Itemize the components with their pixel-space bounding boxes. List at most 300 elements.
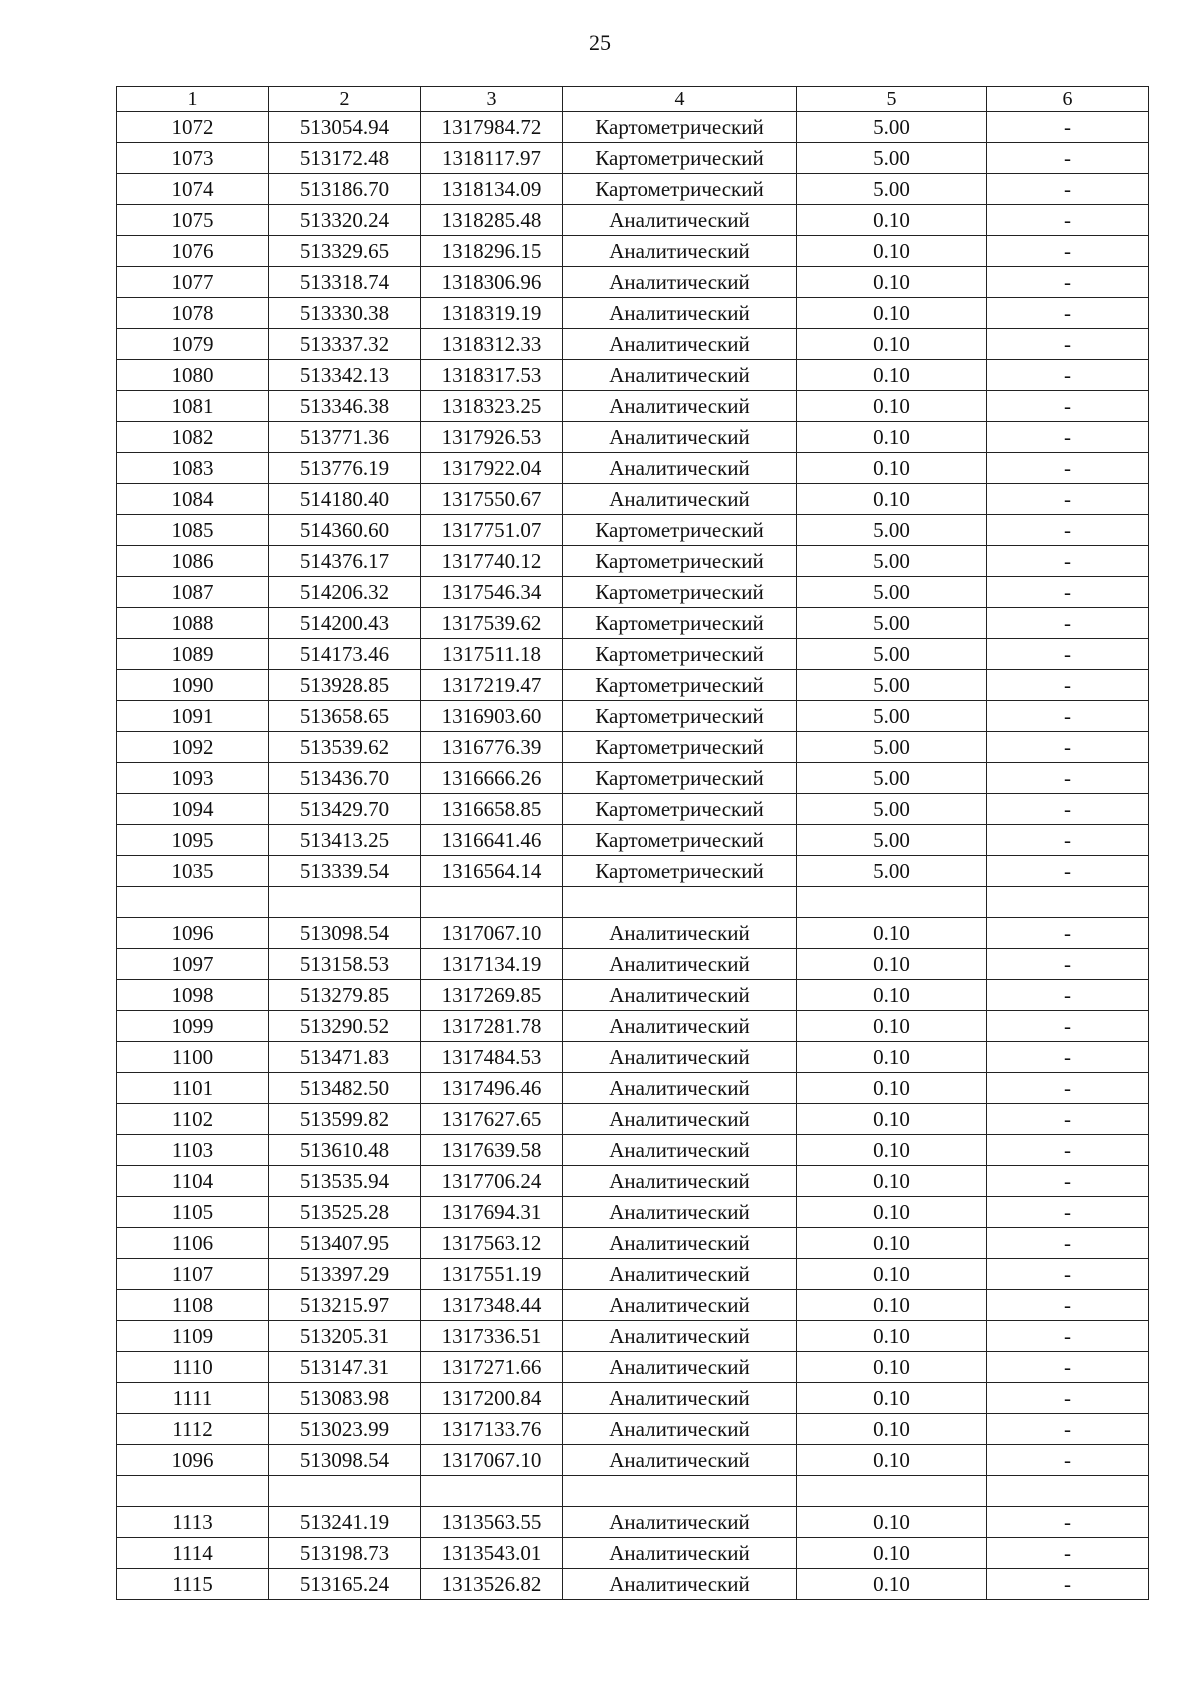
- table-cell: -: [987, 825, 1149, 856]
- table-cell: -: [987, 112, 1149, 143]
- table-cell: Аналитический: [563, 267, 797, 298]
- table-row: [117, 1290, 1149, 1321]
- table-cell: Аналитический: [563, 1135, 797, 1166]
- table-header-row: [117, 87, 1149, 112]
- table-cell: 1317922.04: [421, 453, 563, 484]
- table-cell: -: [987, 298, 1149, 329]
- table-cell: 1081: [117, 391, 269, 422]
- table-cell: Картометрический: [563, 112, 797, 143]
- table-cell: 1317269.85: [421, 980, 563, 1011]
- table-cell: Аналитический: [563, 949, 797, 980]
- table-cell: 1112: [117, 1414, 269, 1445]
- table-row: [117, 360, 1149, 391]
- table-cell: 1101: [117, 1073, 269, 1104]
- table-cell: 513397.29: [269, 1259, 421, 1290]
- table-cell: 514376.17: [269, 546, 421, 577]
- table-cell: Аналитический: [563, 453, 797, 484]
- table-cell: 513658.65: [269, 701, 421, 732]
- table-cell: 0.10: [797, 1321, 987, 1352]
- table-cell: 514200.43: [269, 608, 421, 639]
- table-cell: -: [987, 143, 1149, 174]
- table-cell: 513054.94: [269, 112, 421, 143]
- table-cell: 1317984.72: [421, 112, 563, 143]
- table-cell: 0.10: [797, 1538, 987, 1569]
- table-cell: 1075: [117, 205, 269, 236]
- table-cell: Картометрический: [563, 856, 797, 887]
- table-cell: 513330.38: [269, 298, 421, 329]
- table-cell: Аналитический: [563, 1445, 797, 1476]
- table-cell: 5.00: [797, 701, 987, 732]
- table-cell: [421, 887, 563, 918]
- table-cell: [563, 887, 797, 918]
- table-cell: -: [987, 980, 1149, 1011]
- table-cell: 1318285.48: [421, 205, 563, 236]
- table-cell: Картометрический: [563, 608, 797, 639]
- table-cell: 1086: [117, 546, 269, 577]
- table-cell: [421, 1476, 563, 1507]
- table-cell: 5.00: [797, 143, 987, 174]
- header-cell: 6: [987, 87, 1149, 112]
- table-cell: 1082: [117, 422, 269, 453]
- table-cell: Картометрический: [563, 732, 797, 763]
- table-cell: Аналитический: [563, 1290, 797, 1321]
- table-cell: -: [987, 670, 1149, 701]
- table-cell: 513771.36: [269, 422, 421, 453]
- table-cell: 513599.82: [269, 1104, 421, 1135]
- header-cell: 3: [421, 87, 563, 112]
- table-cell: 0.10: [797, 267, 987, 298]
- table-cell: 513023.99: [269, 1414, 421, 1445]
- table-cell: -: [987, 701, 1149, 732]
- table-cell: 513539.62: [269, 732, 421, 763]
- table-cell: Аналитический: [563, 1104, 797, 1135]
- table-cell: 0.10: [797, 1290, 987, 1321]
- table-cell: Аналитический: [563, 1383, 797, 1414]
- table-cell: 513290.52: [269, 1011, 421, 1042]
- table-row: [117, 329, 1149, 360]
- table-cell: 1090: [117, 670, 269, 701]
- table-cell: 1317550.67: [421, 484, 563, 515]
- table-cell: -: [987, 1073, 1149, 1104]
- table-cell: 513329.65: [269, 236, 421, 267]
- table-cell: 513279.85: [269, 980, 421, 1011]
- table-cell: 1084: [117, 484, 269, 515]
- table-cell: 1317926.53: [421, 422, 563, 453]
- table-cell: 1316776.39: [421, 732, 563, 763]
- table-cell: -: [987, 329, 1149, 360]
- table-cell: 513205.31: [269, 1321, 421, 1352]
- table-cell: 5.00: [797, 515, 987, 546]
- table-cell: 514173.46: [269, 639, 421, 670]
- table-cell: 5.00: [797, 112, 987, 143]
- table-row: [117, 608, 1149, 639]
- table-cell: -: [987, 1104, 1149, 1135]
- table-cell: [987, 887, 1149, 918]
- table-cell: 1091: [117, 701, 269, 732]
- table-cell: 1317694.31: [421, 1197, 563, 1228]
- table-cell: 513158.53: [269, 949, 421, 980]
- table-cell: Аналитический: [563, 980, 797, 1011]
- table-cell: -: [987, 949, 1149, 980]
- table-cell: -: [987, 1507, 1149, 1538]
- table-row: [117, 732, 1149, 763]
- table-row: [117, 298, 1149, 329]
- table-cell: -: [987, 1135, 1149, 1166]
- table-cell: 513318.74: [269, 267, 421, 298]
- table-cell: 0.10: [797, 422, 987, 453]
- table-cell: -: [987, 205, 1149, 236]
- table-cell: -: [987, 1445, 1149, 1476]
- table-cell: 1114: [117, 1538, 269, 1569]
- table-cell: 1317336.51: [421, 1321, 563, 1352]
- table-row: [117, 1135, 1149, 1166]
- table-row: [117, 1538, 1149, 1569]
- table-cell: Картометрический: [563, 577, 797, 608]
- table-cell: -: [987, 732, 1149, 763]
- table-cell: 1100: [117, 1042, 269, 1073]
- table-cell: 0.10: [797, 1073, 987, 1104]
- table-cell: 0.10: [797, 1042, 987, 1073]
- table-row: [117, 670, 1149, 701]
- table-cell: 0.10: [797, 1011, 987, 1042]
- table-cell: -: [987, 1259, 1149, 1290]
- table-cell: 513429.70: [269, 794, 421, 825]
- table-cell: 1318323.25: [421, 391, 563, 422]
- table-cell: [797, 887, 987, 918]
- table-cell: 513320.24: [269, 205, 421, 236]
- table-row: [117, 143, 1149, 174]
- table-cell: Аналитический: [563, 360, 797, 391]
- table-cell: 0.10: [797, 949, 987, 980]
- table-cell: 513342.13: [269, 360, 421, 391]
- table-cell: 1096: [117, 1445, 269, 1476]
- table-row: [117, 825, 1149, 856]
- table-cell: 1317740.12: [421, 546, 563, 577]
- table-row: [117, 422, 1149, 453]
- table-cell: Аналитический: [563, 422, 797, 453]
- table-cell: Аналитический: [563, 391, 797, 422]
- table-row: [117, 918, 1149, 949]
- table-cell: 513215.97: [269, 1290, 421, 1321]
- table-cell: -: [987, 1538, 1149, 1569]
- table-cell: 513482.50: [269, 1073, 421, 1104]
- table-cell: -: [987, 763, 1149, 794]
- table-cell: -: [987, 918, 1149, 949]
- table-cell: 1318306.96: [421, 267, 563, 298]
- table-cell: 5.00: [797, 546, 987, 577]
- table-cell: 1317563.12: [421, 1228, 563, 1259]
- table-cell: 1317511.18: [421, 639, 563, 670]
- table-cell: 0.10: [797, 1383, 987, 1414]
- table-cell: -: [987, 577, 1149, 608]
- table-cell: 513413.25: [269, 825, 421, 856]
- table-cell: Аналитический: [563, 1569, 797, 1600]
- table-cell: 0.10: [797, 298, 987, 329]
- table-cell: 1317751.07: [421, 515, 563, 546]
- table-cell: 0.10: [797, 1197, 987, 1228]
- table-cell: 5.00: [797, 732, 987, 763]
- table-cell: 1316564.14: [421, 856, 563, 887]
- table-cell: 0.10: [797, 1104, 987, 1135]
- table-cell: 514180.40: [269, 484, 421, 515]
- table-cell: 513535.94: [269, 1166, 421, 1197]
- table-cell: Картометрический: [563, 639, 797, 670]
- table-cell: -: [987, 267, 1149, 298]
- table-cell: -: [987, 360, 1149, 391]
- table-row: [117, 1104, 1149, 1135]
- table-row: [117, 1383, 1149, 1414]
- table-cell: 1317551.19: [421, 1259, 563, 1290]
- table-cell: 5.00: [797, 639, 987, 670]
- table-row: [117, 391, 1149, 422]
- table-cell: 1104: [117, 1166, 269, 1197]
- table-cell: [117, 1476, 269, 1507]
- table-cell: 513610.48: [269, 1135, 421, 1166]
- table-cell: 513186.70: [269, 174, 421, 205]
- header-cell: 4: [563, 87, 797, 112]
- table-cell: Аналитический: [563, 329, 797, 360]
- table-cell: 1318312.33: [421, 329, 563, 360]
- table-row: [117, 1197, 1149, 1228]
- table-row: [117, 1352, 1149, 1383]
- table-cell: 1072: [117, 112, 269, 143]
- table-cell: 1094: [117, 794, 269, 825]
- table-cell: 1313543.01: [421, 1538, 563, 1569]
- table-cell: Аналитический: [563, 1321, 797, 1352]
- table-cell: Аналитический: [563, 1352, 797, 1383]
- table-separator-row: [117, 1476, 1149, 1507]
- table-row: [117, 1569, 1149, 1600]
- table-cell: 0.10: [797, 1166, 987, 1197]
- table-cell: 1317281.78: [421, 1011, 563, 1042]
- table-cell: 1317496.46: [421, 1073, 563, 1104]
- table-cell: 1076: [117, 236, 269, 267]
- table-cell: 1108: [117, 1290, 269, 1321]
- table-cell: 1115: [117, 1569, 269, 1600]
- table-cell: Аналитический: [563, 1228, 797, 1259]
- table-cell: 1085: [117, 515, 269, 546]
- table-cell: 1317348.44: [421, 1290, 563, 1321]
- coordinates-table: [116, 86, 1149, 1600]
- table-cell: 0.10: [797, 918, 987, 949]
- table-cell: 1113: [117, 1507, 269, 1538]
- table-cell: 1102: [117, 1104, 269, 1135]
- table-cell: 0.10: [797, 453, 987, 484]
- table-cell: 513776.19: [269, 453, 421, 484]
- table-cell: Аналитический: [563, 205, 797, 236]
- table-cell: Аналитический: [563, 1414, 797, 1445]
- table-cell: 5.00: [797, 763, 987, 794]
- table-cell: -: [987, 794, 1149, 825]
- table-cell: 1035: [117, 856, 269, 887]
- table-cell: [987, 1476, 1149, 1507]
- table-cell: 1318319.19: [421, 298, 563, 329]
- table-cell: 514206.32: [269, 577, 421, 608]
- table-row: [117, 515, 1149, 546]
- table-cell: 5.00: [797, 856, 987, 887]
- table-cell: 1317706.24: [421, 1166, 563, 1197]
- table-cell: -: [987, 174, 1149, 205]
- table-cell: 1318117.97: [421, 143, 563, 174]
- table-cell: 1088: [117, 608, 269, 639]
- table-cell: 513436.70: [269, 763, 421, 794]
- table-cell: 1313526.82: [421, 1569, 563, 1600]
- table-cell: 0.10: [797, 329, 987, 360]
- table-cell: 1077: [117, 267, 269, 298]
- table-cell: 1318296.15: [421, 236, 563, 267]
- table-row: [117, 236, 1149, 267]
- table-cell: 1073: [117, 143, 269, 174]
- table-cell: Аналитический: [563, 1011, 797, 1042]
- table-cell: -: [987, 1042, 1149, 1073]
- table-cell: 513928.85: [269, 670, 421, 701]
- table-cell: [797, 1476, 987, 1507]
- table-cell: 1097: [117, 949, 269, 980]
- header-cell: 5: [797, 87, 987, 112]
- table-cell: 0.10: [797, 1228, 987, 1259]
- table-cell: 5.00: [797, 670, 987, 701]
- table-cell: -: [987, 1197, 1149, 1228]
- table-cell: 5.00: [797, 794, 987, 825]
- table-cell: 1316658.85: [421, 794, 563, 825]
- table-cell: 1110: [117, 1352, 269, 1383]
- table-row: [117, 1259, 1149, 1290]
- table-row: [117, 577, 1149, 608]
- table-cell: -: [987, 608, 1149, 639]
- table-row: [117, 980, 1149, 1011]
- table-cell: 1111: [117, 1383, 269, 1414]
- table-row: [117, 174, 1149, 205]
- table-cell: 0.10: [797, 1352, 987, 1383]
- table-row: [117, 453, 1149, 484]
- table-cell: 0.10: [797, 1414, 987, 1445]
- table-cell: Аналитический: [563, 484, 797, 515]
- table-cell: 1095: [117, 825, 269, 856]
- table-cell: Аналитический: [563, 1538, 797, 1569]
- table-row: [117, 763, 1149, 794]
- table-row: [117, 112, 1149, 143]
- table-cell: 0.10: [797, 1569, 987, 1600]
- table-cell: 0.10: [797, 391, 987, 422]
- table-cell: 513241.19: [269, 1507, 421, 1538]
- table-cell: 1103: [117, 1135, 269, 1166]
- table-cell: -: [987, 639, 1149, 670]
- table-cell: [269, 887, 421, 918]
- table-cell: 0.10: [797, 236, 987, 267]
- table-cell: 1105: [117, 1197, 269, 1228]
- table-cell: 0.10: [797, 1259, 987, 1290]
- table-cell: 0.10: [797, 360, 987, 391]
- table-cell: 514360.60: [269, 515, 421, 546]
- table-body: [117, 87, 1149, 1600]
- table-cell: 1083: [117, 453, 269, 484]
- table-row: [117, 205, 1149, 236]
- table-cell: -: [987, 236, 1149, 267]
- table-cell: 1107: [117, 1259, 269, 1290]
- table-cell: 1313563.55: [421, 1507, 563, 1538]
- table-cell: -: [987, 515, 1149, 546]
- table-cell: 1317134.19: [421, 949, 563, 980]
- table-cell: 0.10: [797, 980, 987, 1011]
- table-cell: 0.10: [797, 1445, 987, 1476]
- table-row: [117, 546, 1149, 577]
- table-cell: 513198.73: [269, 1538, 421, 1569]
- table-cell: Картометрический: [563, 763, 797, 794]
- table-cell: Картометрический: [563, 546, 797, 577]
- table-cell: 1317627.65: [421, 1104, 563, 1135]
- table-cell: 513471.83: [269, 1042, 421, 1073]
- table-cell: 1316903.60: [421, 701, 563, 732]
- table-cell: -: [987, 1228, 1149, 1259]
- table-cell: 1317200.84: [421, 1383, 563, 1414]
- table-cell: [563, 1476, 797, 1507]
- table-cell: 1106: [117, 1228, 269, 1259]
- table-cell: Картометрический: [563, 174, 797, 205]
- page-number: 25: [589, 30, 611, 55]
- table-cell: 1317546.34: [421, 577, 563, 608]
- table-cell: -: [987, 1569, 1149, 1600]
- table-cell: 1078: [117, 298, 269, 329]
- table-cell: 1087: [117, 577, 269, 608]
- table-cell: 1317484.53: [421, 1042, 563, 1073]
- table-cell: Аналитический: [563, 1073, 797, 1104]
- table-cell: 1317067.10: [421, 1445, 563, 1476]
- table-cell: 1317219.47: [421, 670, 563, 701]
- table-cell: Аналитический: [563, 918, 797, 949]
- table-cell: 513098.54: [269, 1445, 421, 1476]
- table-cell: -: [987, 1166, 1149, 1197]
- table-cell: 1317639.58: [421, 1135, 563, 1166]
- table-cell: -: [987, 546, 1149, 577]
- table-cell: -: [987, 1383, 1149, 1414]
- table-cell: Картометрический: [563, 794, 797, 825]
- table-row: [117, 1073, 1149, 1104]
- table-row: [117, 1507, 1149, 1538]
- table-cell: 1317133.76: [421, 1414, 563, 1445]
- table-cell: 513165.24: [269, 1569, 421, 1600]
- table-cell: 1089: [117, 639, 269, 670]
- table-separator-row: [117, 887, 1149, 918]
- table-cell: Аналитический: [563, 298, 797, 329]
- table-cell: 513083.98: [269, 1383, 421, 1414]
- table-cell: 513172.48: [269, 143, 421, 174]
- table-cell: 1109: [117, 1321, 269, 1352]
- table-cell: 0.10: [797, 484, 987, 515]
- table-cell: -: [987, 1011, 1149, 1042]
- table-cell: 1316641.46: [421, 825, 563, 856]
- table-cell: Картометрический: [563, 515, 797, 546]
- table-cell: -: [987, 1290, 1149, 1321]
- table-cell: -: [987, 484, 1149, 515]
- table-cell: 1316666.26: [421, 763, 563, 794]
- table-row: [117, 1042, 1149, 1073]
- table-cell: -: [987, 1414, 1149, 1445]
- table-row: [117, 1011, 1149, 1042]
- table-cell: [269, 1476, 421, 1507]
- table-cell: Картометрический: [563, 670, 797, 701]
- table-cell: 0.10: [797, 1135, 987, 1166]
- table-cell: 513525.28: [269, 1197, 421, 1228]
- table-row: [117, 1321, 1149, 1352]
- table-cell: Аналитический: [563, 1042, 797, 1073]
- table-cell: 1318317.53: [421, 360, 563, 391]
- table-cell: 1317539.62: [421, 608, 563, 639]
- table-cell: Картометрический: [563, 701, 797, 732]
- table-cell: Аналитический: [563, 1197, 797, 1228]
- table-row: [117, 701, 1149, 732]
- table-cell: Аналитический: [563, 1259, 797, 1290]
- table-row: [117, 639, 1149, 670]
